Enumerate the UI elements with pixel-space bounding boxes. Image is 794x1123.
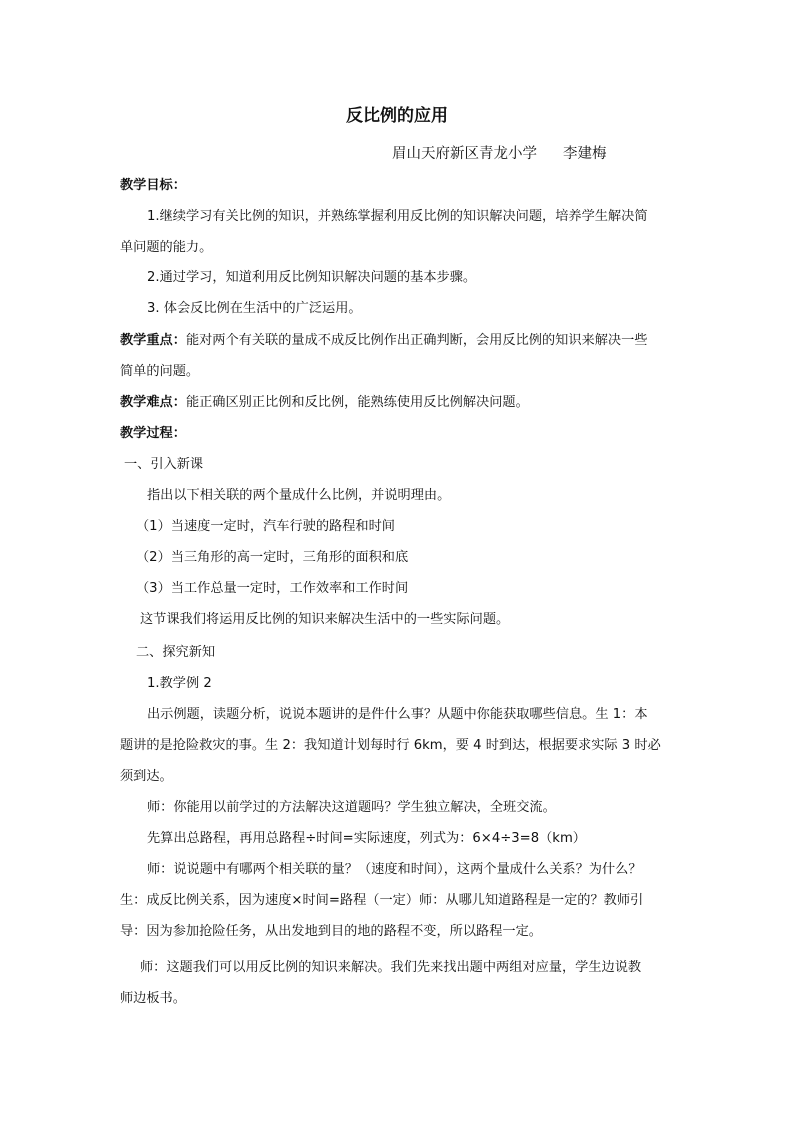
- objective-2: 2.通过学习，知道利用反比例知识解决问题的基本步骤。: [147, 270, 477, 285]
- key-points-line-1: 能对两个有关联的量成不成反比例作出正确判断，会用反比例的知识来解决一些: [185, 333, 648, 348]
- objective-3: 3. 体会反比例在生活中的广泛运用。: [147, 301, 362, 316]
- difficulties-label: 教学难点：: [120, 395, 186, 410]
- objectives-heading: 教学目标：: [120, 178, 186, 193]
- paragraph-2: 师：你能用以前学过的方法解决这道题吗？学生独立解决，全班交流。: [147, 800, 556, 815]
- process-heading: 教学过程：: [120, 426, 186, 441]
- paragraph-4-line-3: 导：因为参加抢险任务，从出发地到目的地的路程不变，所以路程一定。: [120, 924, 542, 939]
- paragraph-1-line-2: 题讲的是抢险救灾的事。生 2：我知道计划每时行 6km，要 4 时到达，根据要求实际 3 时必: [120, 738, 661, 753]
- key-points-label: 教学重点：: [120, 333, 186, 348]
- key-points-line-2: 简单的问题。: [120, 364, 200, 379]
- question-1: （1）当速度一定时，汽车行驶的路程和时间: [136, 519, 395, 534]
- section-1-summary: 这节课我们将运用反比例的知识来解决生活中的一些实际问题。: [140, 612, 510, 627]
- paragraph-5-line-1: 师：这题我们可以用反比例的知识来解决。我们先来找出题中两组对应量，学生边说教: [140, 960, 642, 975]
- document-title: 反比例的应用: [346, 106, 448, 126]
- difficulties-text: 能正确区别正比例和反比例，能熟练使用反比例解决问题。: [185, 395, 529, 410]
- paragraph-3: 先算出总路程，再用总路程÷时间=实际速度，列式为：6×4÷3=8（km）: [147, 831, 586, 846]
- question-3: （3）当工作总量一定时，工作效率和工作时间: [136, 581, 409, 596]
- paragraph-4-line-1: 师：说说题中有哪两个相关联的量？（速度和时间），这两个量成什么关系？为什么？: [147, 862, 642, 877]
- author-name: 李建梅: [563, 146, 607, 162]
- paragraph-4-line-2: 生：成反比例关系，因为速度×时间=路程（一定）师：从哪儿知道路程是一定的？教师引: [120, 893, 644, 908]
- difficulties: [120, 393, 529, 413]
- objective-1-line-2: 单问题的能力。: [120, 240, 213, 255]
- paragraph-1-line-1: 出示例题，读题分析，说说本题讲的是件什么事？从题中你能获取哪些信息。生 1：本: [147, 707, 648, 722]
- paragraph-5-line-2: 师边板书。: [120, 991, 186, 1006]
- section-1-intro: 指出以下相关联的两个量成什么比例，并说明理由。: [147, 488, 451, 503]
- example-heading: 1.教学例 2: [147, 676, 212, 691]
- question-2: （2）当三角形的高一定时，三角形的面积和底: [136, 550, 409, 565]
- objective-1-line-1: 1.继续学习有关比例的知识，并熟练掌握利用反比例的知识解决问题，培养学生解决简: [147, 209, 648, 224]
- author-school: 眉山天府新区青龙小学: [392, 146, 537, 162]
- section-2-heading: 二、探究新知: [136, 645, 216, 660]
- author-line: [392, 143, 607, 165]
- paragraph-1-line-3: 须到达。: [120, 769, 173, 784]
- key-points: [120, 331, 648, 351]
- section-1-heading: 一、引入新课: [124, 457, 204, 472]
